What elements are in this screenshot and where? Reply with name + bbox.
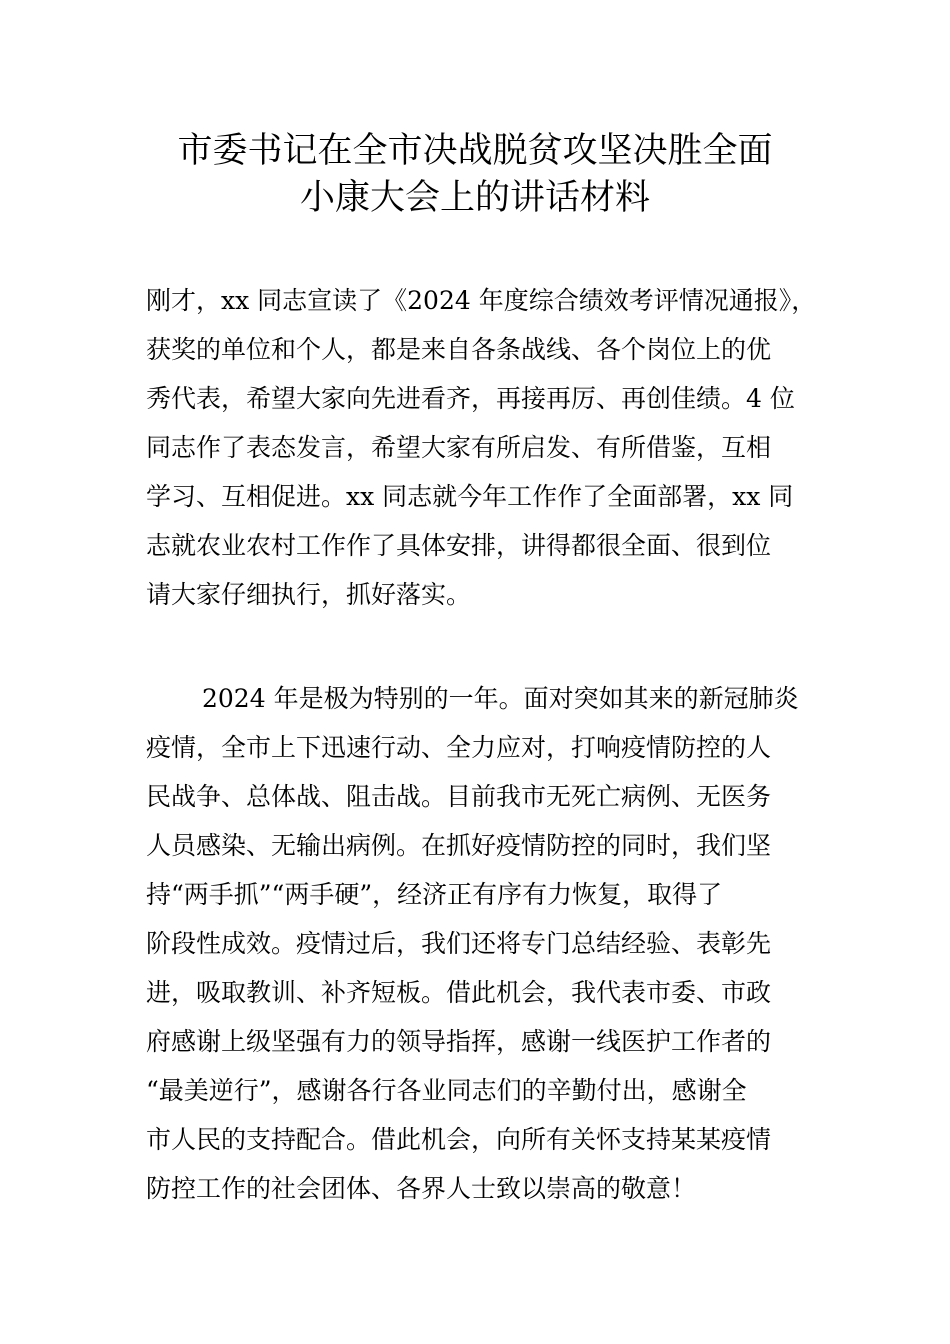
paragraph-line: 同志作了表态发言，希望大家有所启发、有所借鉴，互相	[146, 433, 772, 462]
paragraph-line: 防控工作的社会团体、各界人士致以崇高的敬意！	[146, 1174, 697, 1203]
paragraph-line: 疫情，全市上下迅速行动、全力应对，打响疫情防控的人	[146, 733, 772, 762]
paragraph-line: 持“两手抓”“两手硬”，经济正有序有力恢复，取得了	[146, 880, 723, 909]
paragraph-line: 人员感染、无输出病例。在抓好疫情防控的同时，我们坚	[146, 831, 772, 860]
paragraph-line: 2024 年是极为特别的一年。面对突如其来的新冠肺炎	[202, 684, 799, 713]
paragraph-2	[146, 674, 799, 1213]
paragraph-line: 秀代表，希望大家向先进看齐，再接再厉、再创佳绩。4 位	[146, 384, 795, 413]
paragraph-line: 刚才，xx 同志宣读了《2024 年度综合绩效考评情况通报》，	[146, 286, 817, 315]
document-title	[100, 128, 850, 222]
paragraph-line: 市人民的支持配合。借此机会，向所有关怀支持某某疫情	[146, 1125, 772, 1154]
paragraph-line: 进，吸取教训、补齐短板。借此机会，我代表市委、市政	[146, 978, 772, 1007]
paragraph-1	[146, 276, 816, 619]
paragraph-line: 获奖的单位和个人，都是来自各条战线、各个岗位上的优	[146, 335, 772, 364]
paragraph-line: 阶段性成效。疫情过后，我们还将专门总结经验、表彰先	[146, 929, 772, 958]
title-line: 市委书记在全市决战脱贫攻坚决胜全面	[177, 131, 773, 171]
paragraph-line: 学习、互相促进。xx 同志就今年工作作了全面部署，xx 同	[146, 482, 794, 511]
paragraph-line: 请大家仔细执行，抓好落实。	[146, 580, 472, 609]
paragraph-line: 民战争、总体战、阻击战。目前我市无死亡病例、无医务	[146, 782, 772, 811]
title-line: 小康大会上的讲话材料	[299, 178, 650, 218]
paragraph-line: “最美逆行”，感谢各行各业同志们的辛勤付出，感谢全	[146, 1076, 747, 1105]
paragraph-line: 府感谢上级坚强有力的领导指挥，感谢一线医护工作者的	[146, 1027, 772, 1056]
paragraph-line: 志就农业农村工作作了具体安排，讲得都很全面、很到位	[146, 531, 772, 560]
